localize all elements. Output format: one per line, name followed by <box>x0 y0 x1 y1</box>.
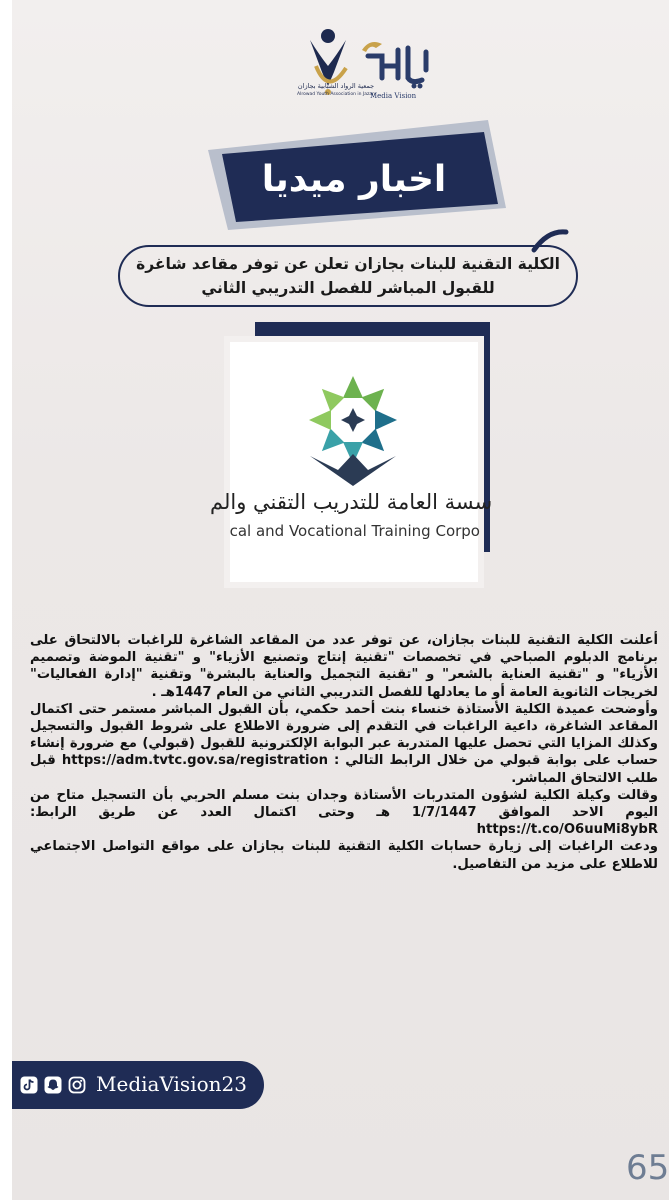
association-name-en: Alrowad Youth Association in Jazan <box>296 92 375 97</box>
page-number: 65 <box>626 1148 669 1188</box>
headline <box>122 252 574 300</box>
tvtc-image <box>210 342 493 582</box>
tvtc-name-ar: سسة العامة للتدريب التقني والم <box>210 490 493 514</box>
headline-line-1: الكلية التقنية للبنات بجازان تعلن عن توفر مقاعد شاغرة <box>136 255 560 273</box>
page <box>12 0 669 1200</box>
instagram-icon[interactable] <box>68 1076 86 1094</box>
banner-title: اخبار ميديا <box>261 159 447 200</box>
article-paragraph-2: وأوضحت عميدة الكلية الأستاذة خنساء بنت أحمد حكمي، بأن القبول المباشر مستمر حتى اكتمال المقاعد الشاغرة، داعية الراغبات في التقدم إلى ضرورة الاطلاع على شروط القبول والتسجيل وكذلك المزايا التي تحصل عليها المتدربة عبر البوابة الإلكترونية للقبول (قبولي) مع ضرورة إنشاء حساب على بوابة قبولي من خلال الرابط التالي : https://adm.tvtc.gov.sa/registration قبل طلب الالتحاق المباشر. <box>30 701 658 786</box>
association-name-ar: جمعية الرواد الشبابية بجازان <box>297 82 375 90</box>
article-paragraph-4: ودعت الراغبات إلى زيارة حسابات الكلية التقنية للبنات بجازان على مواقع التواصل الاجتماعي للاطلاع على مزيد من التفاصيل. <box>30 839 658 872</box>
headline-line-2: للقبول المباشر للفصل التدريبي الثاني <box>201 279 495 297</box>
article-paragraph-1: أعلنت الكلية التقنية للبنات بجازان، عن توفر عدد من المقاعد الشاغرة للراغبات بالالتحاق على برنامج الدبلوم الصباحي في تخصصات "تقنية إنتاج وتصنيع الأزياء" و "تقنية الموضة وتصميم الأزياء" و "تقنية العناية بالشعر" و "تقنية التجميل والعناية بالبشرة" وتقنية "إدارة الفعاليات" لخريجات الثانوية العامة أو ما يعادلها للفصل التدريبي الثاني من العام 1447هـ . <box>30 633 658 700</box>
social-handle[interactable]: MediaVision23 <box>96 1072 247 1096</box>
tiktok-icon[interactable] <box>20 1076 38 1094</box>
snapchat-icon[interactable] <box>44 1076 62 1094</box>
media-vision-logo-icon <box>352 30 442 90</box>
tvtc-emblem-icon <box>298 370 408 490</box>
media-vision-name: Media Vision <box>370 92 417 100</box>
article-body <box>30 632 658 873</box>
tvtc-name-en: cal and Vocational Training Corpo <box>229 522 480 540</box>
left-margin <box>0 0 12 1200</box>
article-paragraph-3: وقالت وكيلة الكلية لشؤون المتدربات الأستاذة وجدان بنت مسلم الحربي بأن التسجيل متاح من اليوم الاحد الموافق 1/7/1447 هـ وحتى اكتمال العدد عن طريق الرابط: https://t.co/O6uuMi8ybR <box>30 787 658 838</box>
